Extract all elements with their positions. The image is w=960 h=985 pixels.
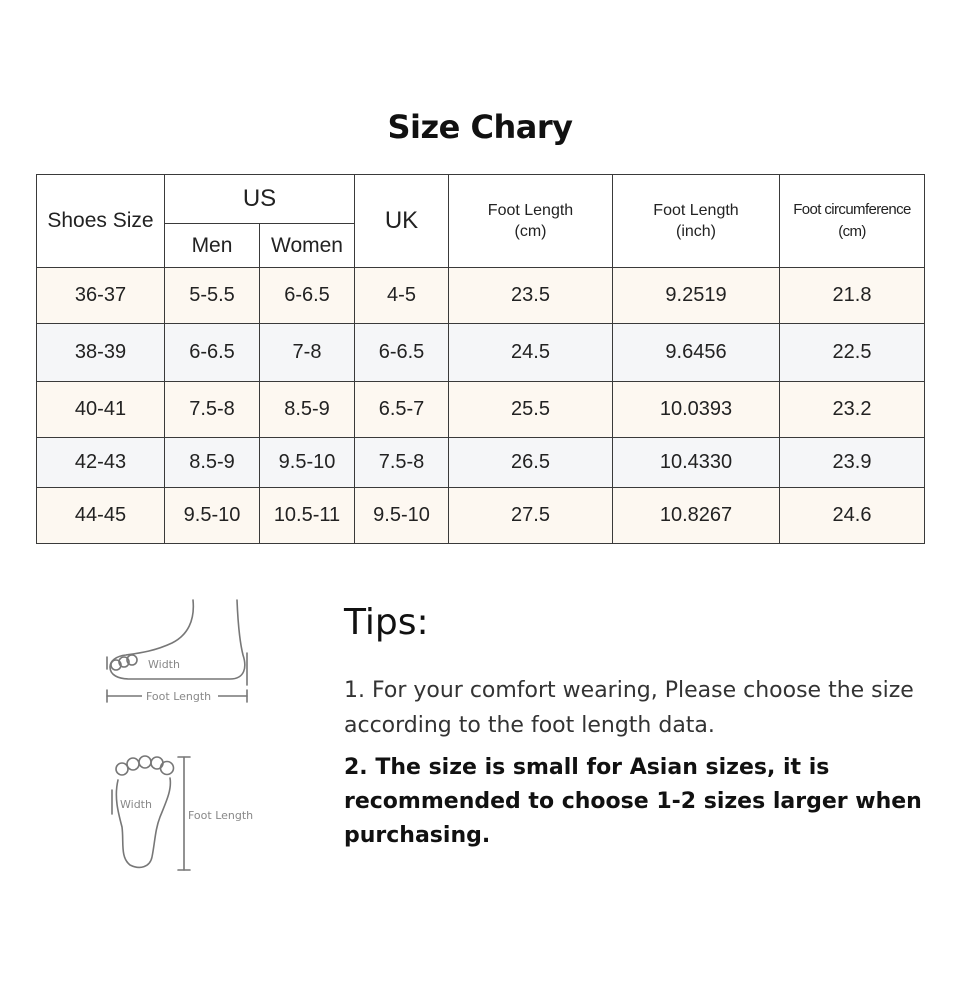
header-foot-length-cm: Foot Length (cm) — [449, 175, 613, 268]
cell-foot-length-cm: 23.5 — [449, 268, 613, 324]
cell-foot-length-cm: 27.5 — [449, 488, 613, 544]
sole-length-label: Foot Length — [188, 809, 254, 822]
header-foot-length-inch: Foot Length (inch) — [613, 175, 780, 268]
table-row — [37, 488, 925, 544]
header-us-men: Men — [165, 224, 260, 268]
cell-shoes-size: 36-37 — [37, 268, 165, 324]
table-row — [37, 324, 925, 382]
cell-us-women: 8.5-9 — [260, 382, 355, 438]
header-foot-circumference: Foot circumference (cm) — [780, 175, 925, 268]
cell-foot-length-cm: 24.5 — [449, 324, 613, 382]
tip-1: 1. For your comfort wearing, Please choose the size according to the foot length data. — [344, 678, 914, 738]
cell-uk: 6-6.5 — [355, 324, 449, 382]
side-width-label: Width — [148, 658, 180, 671]
page-title: Size Chary — [387, 108, 573, 146]
header-us: US — [165, 175, 355, 224]
size-table — [36, 174, 925, 544]
cell-foot-length-inch: 10.4330 — [613, 438, 780, 488]
cell-foot-circumference: 23.9 — [780, 438, 925, 488]
cell-us-women: 6-6.5 — [260, 268, 355, 324]
sole-width-label: Width — [120, 798, 152, 811]
cell-us-men: 8.5-9 — [165, 438, 260, 488]
cell-foot-length-cm: 25.5 — [449, 382, 613, 438]
table-row — [37, 382, 925, 438]
cell-us-women: 10.5-11 — [260, 488, 355, 544]
cell-shoes-size: 40-41 — [37, 382, 165, 438]
cell-foot-circumference: 23.2 — [780, 382, 925, 438]
cell-us-women: 9.5-10 — [260, 438, 355, 488]
header-us-women: Women — [260, 224, 355, 268]
cell-us-men: 6-6.5 — [165, 324, 260, 382]
cell-shoes-size: 38-39 — [37, 324, 165, 382]
cell-shoes-size: 44-45 — [37, 488, 165, 544]
cell-us-men: 9.5-10 — [165, 488, 260, 544]
table-row — [37, 268, 925, 324]
foot-side-view-illustration — [100, 595, 260, 715]
cell-foot-length-inch: 10.0393 — [613, 382, 780, 438]
cell-uk: 6.5-7 — [355, 382, 449, 438]
cell-uk: 4-5 — [355, 268, 449, 324]
cell-foot-length-inch: 10.8267 — [613, 488, 780, 544]
cell-shoes-size: 42-43 — [37, 438, 165, 488]
cell-uk: 7.5-8 — [355, 438, 449, 488]
cell-foot-length-inch: 9.2519 — [613, 268, 780, 324]
side-length-label: Foot Length — [146, 690, 212, 703]
header-uk: UK — [355, 175, 449, 268]
foot-sole-view-illustration — [100, 752, 270, 877]
cell-foot-length-inch: 9.6456 — [613, 324, 780, 382]
header-shoes-size: Shoes Size — [37, 175, 165, 268]
tip-2: 2. The size is small for Asian sizes, it is recommended to choose 1-2 sizes larger when purchasing. — [344, 755, 922, 848]
cell-foot-circumference: 24.6 — [780, 488, 925, 544]
tips-title: Tips: — [344, 602, 429, 643]
cell-us-men: 5-5.5 — [165, 268, 260, 324]
cell-us-women: 7-8 — [260, 324, 355, 382]
table-row — [37, 438, 925, 488]
cell-foot-length-cm: 26.5 — [449, 438, 613, 488]
cell-foot-circumference: 21.8 — [780, 268, 925, 324]
cell-foot-circumference: 22.5 — [780, 324, 925, 382]
cell-us-men: 7.5-8 — [165, 382, 260, 438]
cell-uk: 9.5-10 — [355, 488, 449, 544]
